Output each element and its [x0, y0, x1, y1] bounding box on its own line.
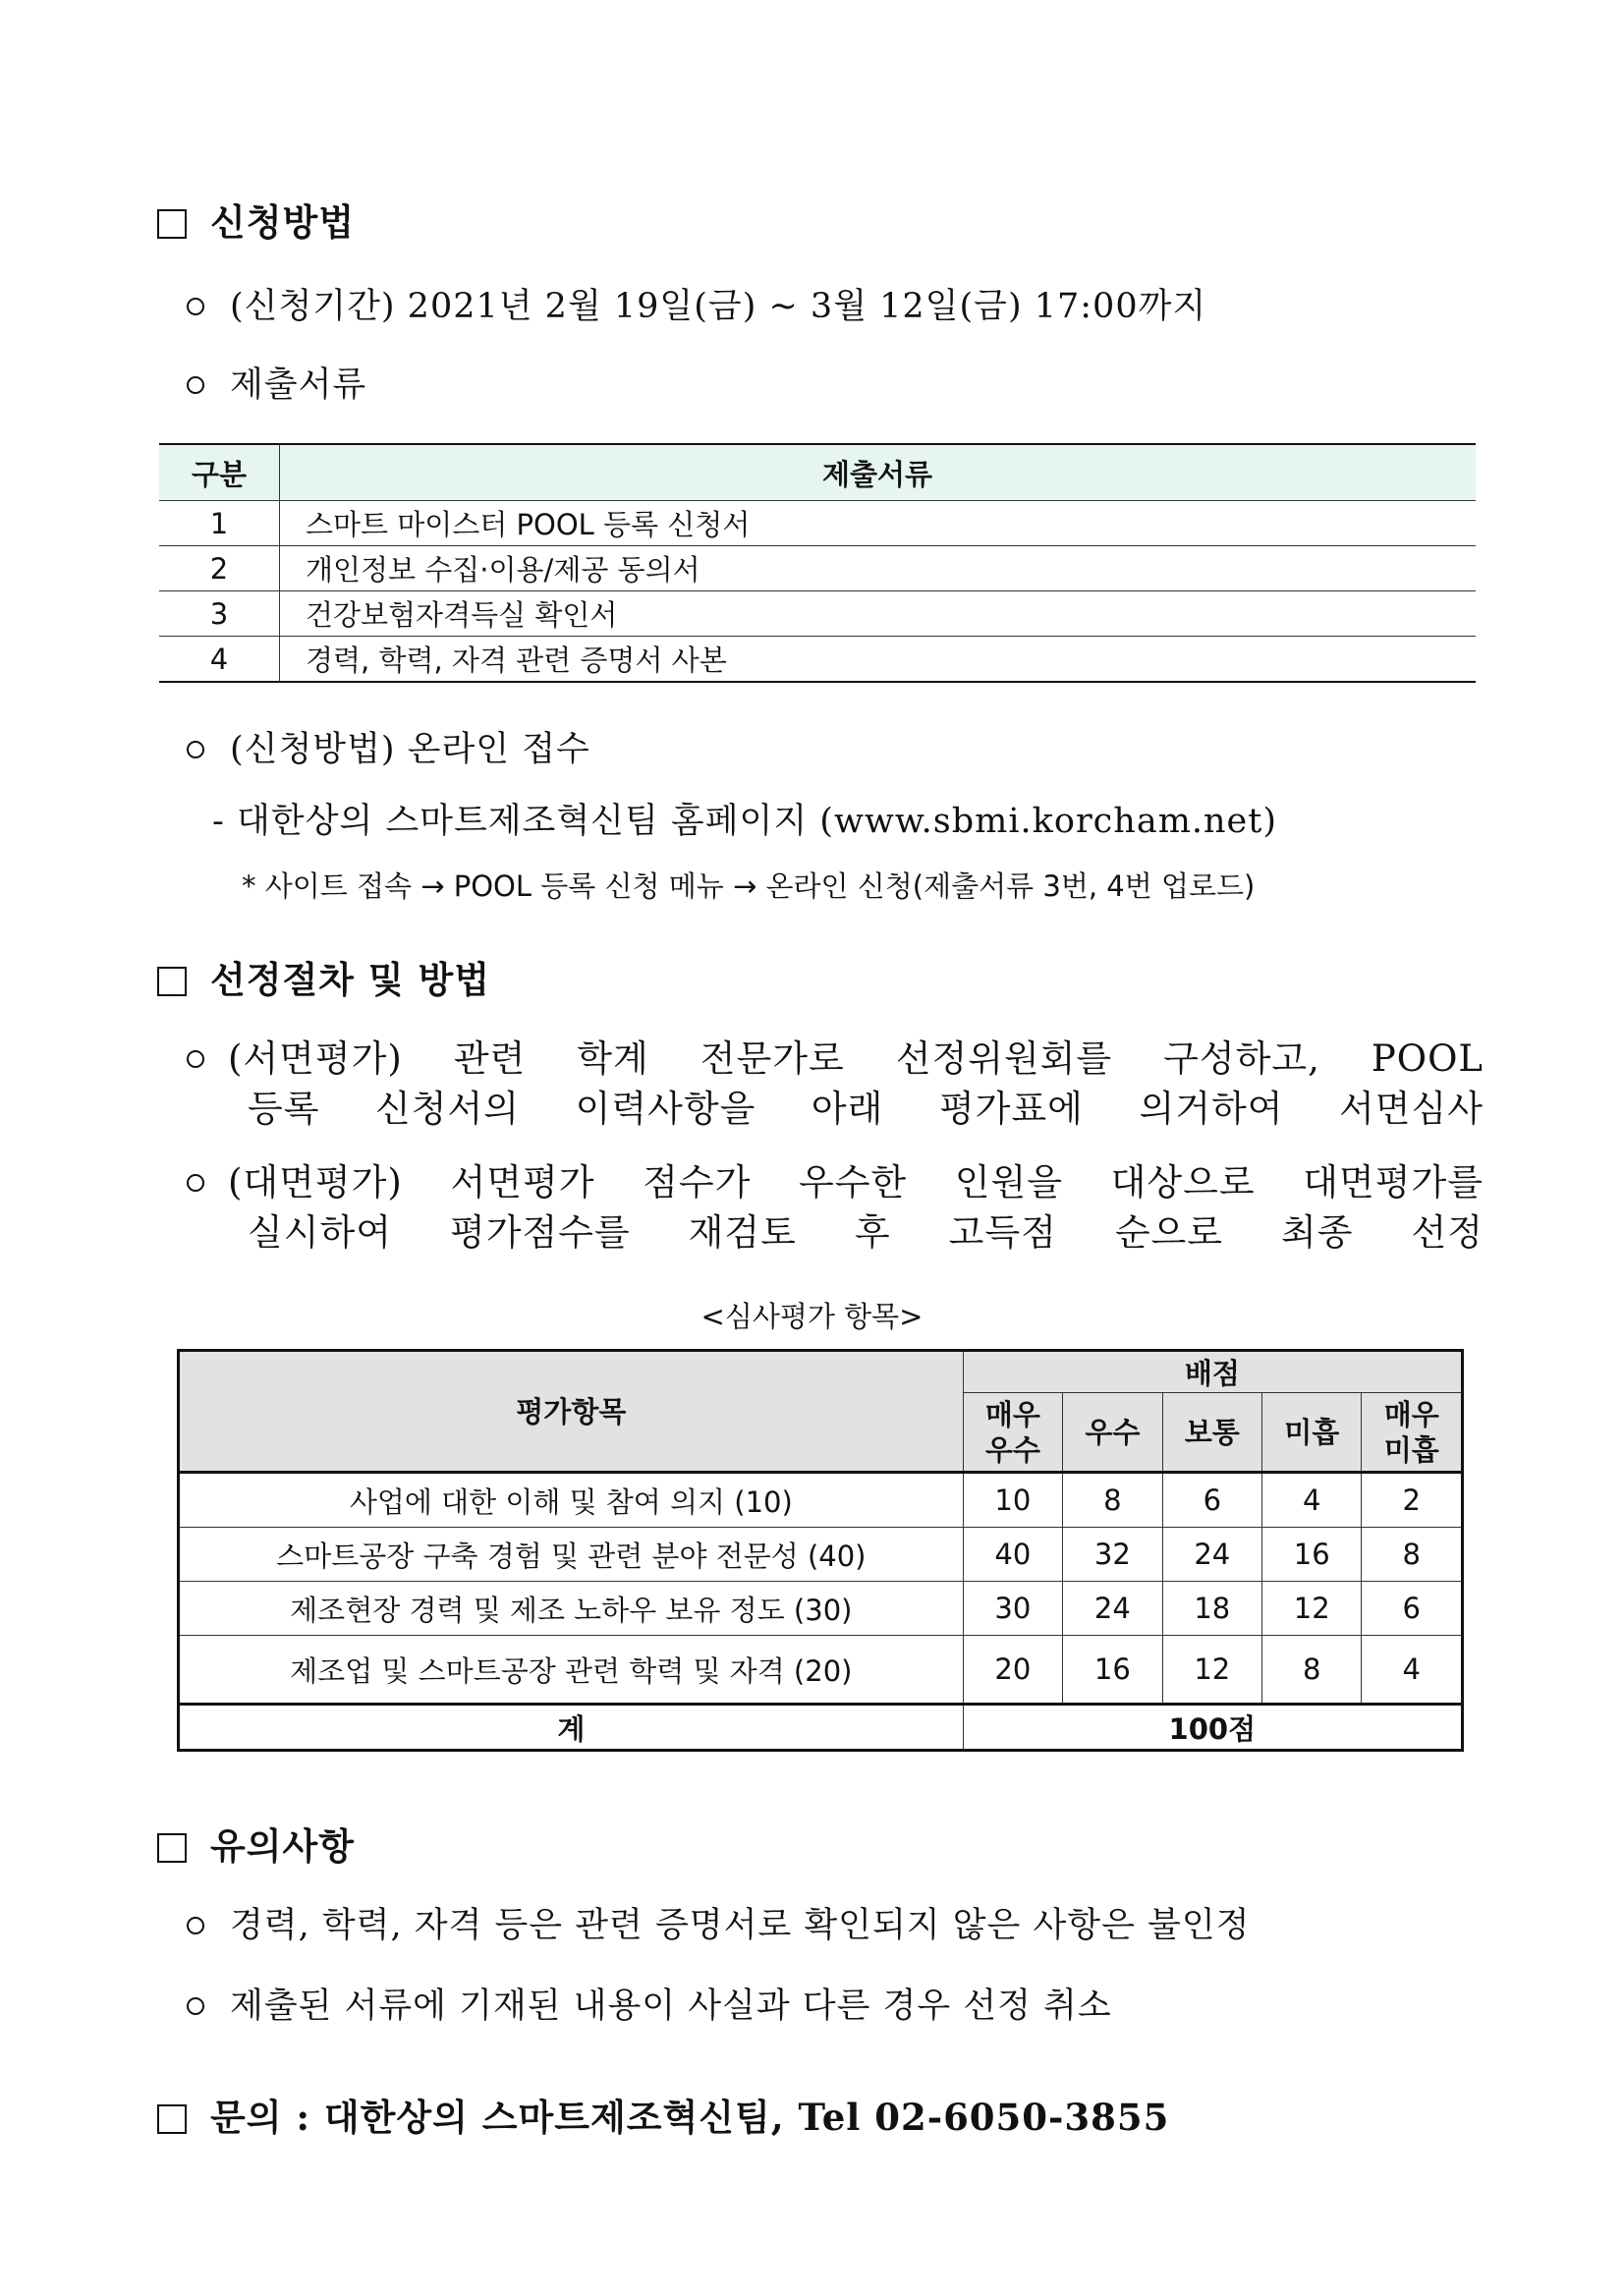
eval-score: 30: [963, 1582, 1062, 1636]
docs-header-no: 구분: [159, 444, 280, 501]
eval-item: 제조현장 경력 및 제조 노하우 보유 정도 (30): [179, 1582, 964, 1636]
eval-score: 6: [1362, 1582, 1463, 1636]
circle-bullet-icon: [187, 1050, 204, 1068]
table-row: [159, 546, 1476, 591]
eval-item: 스마트공장 구축 경험 및 관련 분야 전문성 (40): [179, 1528, 964, 1582]
eval-score: 8: [1063, 1473, 1162, 1528]
eval-score: 24: [1063, 1582, 1162, 1636]
bullet-method: (신청방법) 온라인 접수: [187, 722, 590, 771]
eval-score: 4: [1362, 1636, 1463, 1705]
checkbox-square-icon: [157, 1833, 187, 1863]
paragraph-interview-review: (대면평가) 서면평가 점수가 우수한 인원을 대상으로 대면평가를 실시하여 평가점수를 재검토 후 고득점 순으로 최종 선정: [187, 1157, 1484, 1258]
circle-bullet-icon: [187, 741, 204, 758]
eval-score: 2: [1362, 1473, 1463, 1528]
eval-item: 제조업 및 스마트공장 관련 학력 및 자격 (20): [179, 1636, 964, 1705]
eval-score: 12: [1162, 1636, 1261, 1705]
site-note: * 사이트 접속 → POOL 등록 신청 메뉴 → 온라인 신청(제출서류 3번, 4번 업로드): [242, 869, 1256, 903]
section-title-contact: 문의 : 대한상의 스마트제조혁신팀, Tel 02-6050-3855: [157, 2088, 1169, 2141]
docs-no: 3: [159, 591, 280, 637]
docs-name: 건강보험자격득실 확인서: [280, 591, 1477, 637]
eval-level: 보통: [1162, 1393, 1261, 1473]
table-row-total: [179, 1705, 1463, 1751]
eval-score: 16: [1063, 1636, 1162, 1705]
eval-item: 사업에 대한 이해 및 참여 의지 (10): [179, 1473, 964, 1528]
checkbox-square-icon: [157, 967, 187, 996]
eval-header-item: 평가항목: [179, 1351, 964, 1473]
checkbox-square-icon: [157, 209, 187, 239]
docs-no: 4: [159, 637, 280, 683]
bullet-note-2: 제출된 서류에 기재된 내용이 사실과 다른 경우 선정 취소: [187, 1979, 1112, 2028]
circle-bullet-icon: [187, 298, 204, 315]
table-row: [179, 1636, 1463, 1705]
eval-score: 6: [1162, 1473, 1261, 1528]
eval-score: 8: [1362, 1528, 1463, 1582]
evaluation-table: [177, 1349, 1464, 1752]
eval-total-value: 100점: [963, 1705, 1462, 1751]
table-row: [179, 1528, 1463, 1582]
table-caption: <심사평가 항목>: [700, 1300, 924, 1333]
section-title-selection: 선정절차 및 방법: [157, 950, 490, 1003]
eval-score: 10: [963, 1473, 1062, 1528]
docs-no: 1: [159, 501, 280, 546]
eval-score: 4: [1262, 1473, 1362, 1528]
section-title-notes: 유의사항: [157, 1817, 355, 1870]
docs-name: 경력, 학력, 자격 관련 증명서 사본: [280, 637, 1477, 683]
table-row: [159, 501, 1476, 546]
eval-score: 12: [1262, 1582, 1362, 1636]
bullet-docs: 제출서류: [187, 358, 366, 407]
eval-header-score: 배점: [963, 1351, 1462, 1393]
homepage-line: - 대한상의 스마트제조혁신팀 홈페이지 (www.sbmi.korcham.net): [212, 802, 1277, 841]
eval-level: 매우 미흡: [1362, 1393, 1463, 1473]
circle-bullet-icon: [187, 1997, 204, 2015]
eval-score: 32: [1063, 1528, 1162, 1582]
eval-score: 24: [1162, 1528, 1261, 1582]
eval-score: 20: [963, 1636, 1062, 1705]
table-row: [179, 1473, 1463, 1528]
checkbox-square-icon: [157, 2104, 187, 2134]
docs-name: 개인정보 수집·이용/제공 동의서: [280, 546, 1477, 591]
eval-score: 16: [1262, 1528, 1362, 1582]
circle-bullet-icon: [187, 376, 204, 394]
eval-score: 8: [1262, 1636, 1362, 1705]
docs-no: 2: [159, 546, 280, 591]
bullet-note-1: 경력, 학력, 자격 등은 관련 증명서로 확인되지 않은 사항은 불인정: [187, 1898, 1250, 1947]
docs-table: [159, 443, 1476, 683]
bullet-period: (신청기간) 2021년 2월 19일(금) ~ 3월 12일(금) 17:00까지: [187, 279, 1206, 328]
eval-level: 미흡: [1262, 1393, 1362, 1473]
docs-header-doc: 제출서류: [280, 444, 1477, 501]
table-row: [159, 637, 1476, 683]
paragraph-document-review: (서면평가) 관련 학계 전문가로 선정위원회를 구성하고, POOL 등록 신청서의 이력사항을 아래 평가표에 의거하여 서면심사: [187, 1034, 1484, 1134]
circle-bullet-icon: [187, 1917, 204, 1934]
eval-score: 18: [1162, 1582, 1261, 1636]
circle-bullet-icon: [187, 1174, 204, 1192]
eval-score: 40: [963, 1528, 1062, 1582]
table-row: [159, 591, 1476, 637]
section-title-apply: 신청방법: [157, 193, 355, 246]
table-row: [179, 1582, 1463, 1636]
eval-level: 우수: [1063, 1393, 1162, 1473]
eval-total-label: 계: [179, 1705, 964, 1751]
docs-name: 스마트 마이스터 POOL 등록 신청서: [280, 501, 1477, 546]
eval-level: 매우 우수: [963, 1393, 1062, 1473]
